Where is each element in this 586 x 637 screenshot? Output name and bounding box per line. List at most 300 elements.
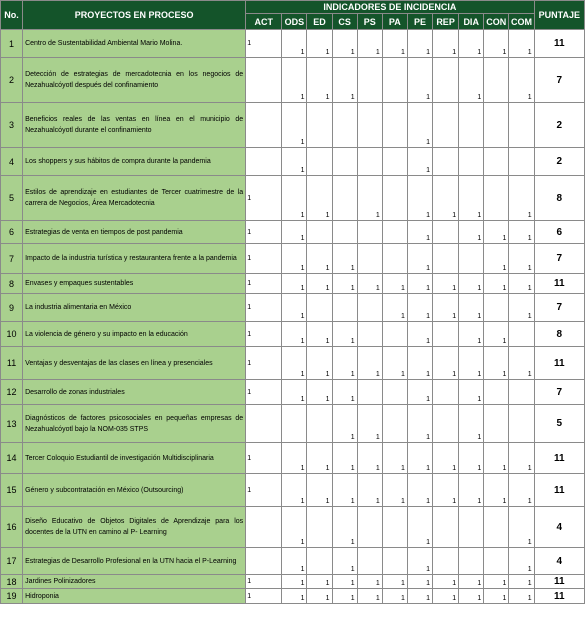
score-cell: 11 bbox=[534, 30, 584, 58]
table-row bbox=[1, 575, 585, 589]
indicator-cell-ed: 1 bbox=[307, 380, 332, 405]
indicator-cell-com: 1 bbox=[509, 575, 534, 589]
indicator-cell-com: 1 bbox=[509, 294, 534, 322]
indicator-cell-ps: 1 bbox=[357, 405, 382, 443]
indicator-cell-pa: 1 bbox=[382, 474, 407, 507]
score-cell: 5 bbox=[534, 405, 584, 443]
indicator-cell-com: 1 bbox=[509, 507, 534, 548]
indicator-cell-ed: 1 bbox=[307, 176, 332, 221]
indicator-cell-ed: 1 bbox=[307, 443, 332, 474]
indicator-cell-act: 1 bbox=[246, 347, 282, 380]
indicator-cell-pe: 1 bbox=[407, 347, 432, 380]
indicator-cell-dia bbox=[459, 244, 484, 274]
project-name: Jardines Polinizadores bbox=[23, 575, 246, 589]
indicator-cell-rep: 1 bbox=[433, 274, 459, 294]
indicator-cell-pe: 1 bbox=[407, 322, 432, 347]
row-number: 16 bbox=[1, 507, 23, 548]
indicator-cell-com: 1 bbox=[509, 221, 534, 244]
indicator-cell-ed bbox=[307, 148, 332, 176]
indicator-cell-com bbox=[509, 103, 534, 148]
indicator-cell-com bbox=[509, 405, 534, 443]
table-row bbox=[1, 58, 585, 103]
table-row bbox=[1, 322, 585, 347]
indicator-cell-con bbox=[484, 58, 509, 103]
indicator-cell-com: 1 bbox=[509, 589, 534, 604]
project-name: Hidroponia bbox=[23, 589, 246, 604]
indicator-cell-pa bbox=[382, 507, 407, 548]
project-name: Diagnósticos de factores psicosociales en pequeñas empresas de Nezahualcóyotl bajo la NOM-035 STPS bbox=[23, 405, 246, 443]
indicator-cell-ps: 1 bbox=[357, 589, 382, 604]
project-name: Diseño Educativo de Objetos Digitales de Aprendizaje para los docentes de la UTN en camino al P- Learning bbox=[23, 507, 246, 548]
indicator-cell-rep bbox=[433, 322, 459, 347]
header-indicator-rep: REP bbox=[433, 14, 459, 30]
indicator-cell-com bbox=[509, 322, 534, 347]
score-cell: 4 bbox=[534, 548, 584, 575]
indicator-cell-rep: 1 bbox=[433, 575, 459, 589]
indicator-cell-rep: 1 bbox=[433, 443, 459, 474]
indicator-cell-rep bbox=[433, 405, 459, 443]
indicator-cell-pe: 1 bbox=[407, 548, 432, 575]
indicator-cell-act: 1 bbox=[246, 221, 282, 244]
indicator-cell-pe: 1 bbox=[407, 405, 432, 443]
indicator-cell-pe: 1 bbox=[407, 221, 432, 244]
indicator-cell-pe: 1 bbox=[407, 443, 432, 474]
indicator-cell-cs: 1 bbox=[332, 274, 357, 294]
indicator-cell-ods: 1 bbox=[282, 244, 307, 274]
header-indicator-ods: ODS bbox=[282, 14, 307, 30]
indicator-cell-pa bbox=[382, 58, 407, 103]
score-cell: 7 bbox=[534, 58, 584, 103]
indicator-cell-pa bbox=[382, 176, 407, 221]
table-row bbox=[1, 380, 585, 405]
indicator-cell-cs: 1 bbox=[332, 380, 357, 405]
indicator-cell-rep bbox=[433, 548, 459, 575]
score-cell: 2 bbox=[534, 103, 584, 148]
indicator-cell-pa: 1 bbox=[382, 30, 407, 58]
indicator-cell-con bbox=[484, 548, 509, 575]
indicator-cell-dia bbox=[459, 103, 484, 148]
project-name: Los shoppers y sus hábitos de compra durante la pandemia bbox=[23, 148, 246, 176]
indicator-cell-com: 1 bbox=[509, 548, 534, 575]
indicator-cell-act: 1 bbox=[246, 380, 282, 405]
project-name: Género y subcontratación en México (Outsourcing) bbox=[23, 474, 246, 507]
indicator-cell-cs bbox=[332, 176, 357, 221]
indicator-cell-dia: 1 bbox=[459, 176, 484, 221]
project-name: Envases y empaques sustentables bbox=[23, 274, 246, 294]
row-number: 5 bbox=[1, 176, 23, 221]
indicator-cell-ps bbox=[357, 294, 382, 322]
project-name: Detección de estrategias de mercadotecnia en los negocios de Nezahualcóyotl después del confinamiento bbox=[23, 58, 246, 103]
indicator-cell-dia bbox=[459, 548, 484, 575]
indicator-cell-ps: 1 bbox=[357, 347, 382, 380]
indicator-cell-pa bbox=[382, 148, 407, 176]
indicator-cell-ods: 1 bbox=[282, 380, 307, 405]
indicator-cell-ed bbox=[307, 548, 332, 575]
indicator-cell-dia: 1 bbox=[459, 274, 484, 294]
indicator-cell-cs: 1 bbox=[332, 405, 357, 443]
score-cell: 8 bbox=[534, 322, 584, 347]
indicator-cell-ods: 1 bbox=[282, 148, 307, 176]
indicator-cell-dia: 1 bbox=[459, 30, 484, 58]
indicator-cell-act: 1 bbox=[246, 176, 282, 221]
indicator-cell-pa: 1 bbox=[382, 589, 407, 604]
indicator-cell-cs: 1 bbox=[332, 322, 357, 347]
indicator-cell-rep bbox=[433, 507, 459, 548]
indicator-cell-ods: 1 bbox=[282, 507, 307, 548]
indicator-cell-ods: 1 bbox=[282, 103, 307, 148]
indicator-cell-dia: 1 bbox=[459, 589, 484, 604]
indicator-cell-dia: 1 bbox=[459, 294, 484, 322]
indicator-cell-rep bbox=[433, 221, 459, 244]
indicator-cell-ed: 1 bbox=[307, 575, 332, 589]
indicator-cell-act: 1 bbox=[246, 274, 282, 294]
indicator-cell-ods: 1 bbox=[282, 589, 307, 604]
header-indicator-ps: PS bbox=[357, 14, 382, 30]
indicator-cell-dia: 1 bbox=[459, 474, 484, 507]
table-row bbox=[1, 294, 585, 322]
indicator-cell-con: 1 bbox=[484, 443, 509, 474]
indicator-cell-com: 1 bbox=[509, 58, 534, 103]
indicator-cell-pa bbox=[382, 322, 407, 347]
indicator-cell-act: 1 bbox=[246, 575, 282, 589]
indicator-cell-pa: 1 bbox=[382, 274, 407, 294]
indicator-cell-rep bbox=[433, 103, 459, 148]
indicator-cell-act: 1 bbox=[246, 443, 282, 474]
row-number: 18 bbox=[1, 575, 23, 589]
indicator-cell-ed: 1 bbox=[307, 322, 332, 347]
indicator-cell-com bbox=[509, 380, 534, 405]
project-name: Estrategias de Desarrollo Profesional en la UTN hacia el P-Learning bbox=[23, 548, 246, 575]
indicator-cell-ods: 1 bbox=[282, 221, 307, 244]
indicator-cell-act bbox=[246, 148, 282, 176]
score-cell: 2 bbox=[534, 148, 584, 176]
indicator-cell-rep bbox=[433, 380, 459, 405]
row-number: 14 bbox=[1, 443, 23, 474]
indicator-cell-pe: 1 bbox=[407, 176, 432, 221]
project-name: Estrategias de venta en tiempos de post pandemia bbox=[23, 221, 246, 244]
indicator-cell-con: 1 bbox=[484, 221, 509, 244]
project-name: Beneficios reales de las ventas en línea en el municipio de Nezahualcóyotl durante el confinamiento bbox=[23, 103, 246, 148]
project-name: Impacto de la industria turística y restaurantera frente a la pandemia bbox=[23, 244, 246, 274]
indicator-cell-pe: 1 bbox=[407, 575, 432, 589]
indicator-cell-ps bbox=[357, 58, 382, 103]
project-name: Ventajas y desventajas de las clases en línea y presenciales bbox=[23, 347, 246, 380]
indicator-cell-pa: 1 bbox=[382, 294, 407, 322]
indicator-cell-con bbox=[484, 380, 509, 405]
indicator-cell-rep: 1 bbox=[433, 347, 459, 380]
indicator-cell-act bbox=[246, 58, 282, 103]
table-row bbox=[1, 148, 585, 176]
row-number: 15 bbox=[1, 474, 23, 507]
row-number: 9 bbox=[1, 294, 23, 322]
indicator-cell-ed bbox=[307, 294, 332, 322]
indicator-cell-con: 1 bbox=[484, 274, 509, 294]
indicator-cell-ods: 1 bbox=[282, 58, 307, 103]
indicator-cell-com: 1 bbox=[509, 443, 534, 474]
project-name: La violencia de género y su impacto en la educación bbox=[23, 322, 246, 347]
indicator-cell-com: 1 bbox=[509, 274, 534, 294]
indicator-cell-act bbox=[246, 548, 282, 575]
score-cell: 11 bbox=[534, 474, 584, 507]
indicator-cell-ed bbox=[307, 103, 332, 148]
indicator-cell-cs bbox=[332, 103, 357, 148]
indicator-cell-ps bbox=[357, 507, 382, 548]
indicator-cell-con bbox=[484, 176, 509, 221]
indicator-cell-pe: 1 bbox=[407, 148, 432, 176]
score-cell: 7 bbox=[534, 244, 584, 274]
indicator-cell-cs: 1 bbox=[332, 507, 357, 548]
indicator-cell-ed: 1 bbox=[307, 589, 332, 604]
indicator-cell-com: 1 bbox=[509, 244, 534, 274]
indicator-cell-act: 1 bbox=[246, 322, 282, 347]
indicator-cell-pe: 1 bbox=[407, 58, 432, 103]
header-indicator-con: CON bbox=[484, 14, 509, 30]
indicator-cell-cs: 1 bbox=[332, 30, 357, 58]
indicator-cell-pa bbox=[382, 103, 407, 148]
indicator-cell-pe: 1 bbox=[407, 380, 432, 405]
indicator-cell-cs bbox=[332, 294, 357, 322]
row-number: 3 bbox=[1, 103, 23, 148]
table-row bbox=[1, 221, 585, 244]
indicator-cell-pa: 1 bbox=[382, 575, 407, 589]
project-name: Desarrollo de zonas industriales bbox=[23, 380, 246, 405]
indicator-cell-pe: 1 bbox=[407, 507, 432, 548]
indicator-cell-rep bbox=[433, 244, 459, 274]
indicator-cell-pa bbox=[382, 380, 407, 405]
header-indicator-pa: PA bbox=[382, 14, 407, 30]
indicator-cell-cs: 1 bbox=[332, 474, 357, 507]
indicator-cell-rep bbox=[433, 58, 459, 103]
indicator-cell-pa: 1 bbox=[382, 347, 407, 380]
indicator-cell-rep bbox=[433, 148, 459, 176]
indicator-cell-cs: 1 bbox=[332, 443, 357, 474]
indicator-cell-con bbox=[484, 405, 509, 443]
indicator-cell-pa bbox=[382, 221, 407, 244]
indicator-cell-ps bbox=[357, 548, 382, 575]
indicator-cell-dia bbox=[459, 148, 484, 176]
indicator-cell-ods: 1 bbox=[282, 176, 307, 221]
header-score: PUNTAJE bbox=[534, 1, 584, 30]
indicator-cell-pe: 1 bbox=[407, 274, 432, 294]
indicator-cell-ed bbox=[307, 507, 332, 548]
score-cell: 6 bbox=[534, 221, 584, 244]
indicator-cell-ps: 1 bbox=[357, 474, 382, 507]
table-row bbox=[1, 30, 585, 58]
indicator-cell-ps bbox=[357, 244, 382, 274]
row-number: 2 bbox=[1, 58, 23, 103]
indicator-cell-com: 1 bbox=[509, 176, 534, 221]
indicator-cell-dia: 1 bbox=[459, 443, 484, 474]
indicator-cell-con: 1 bbox=[484, 347, 509, 380]
indicator-cell-rep: 1 bbox=[433, 30, 459, 58]
table-row bbox=[1, 589, 585, 604]
indicator-cell-dia: 1 bbox=[459, 221, 484, 244]
table-row bbox=[1, 176, 585, 221]
indicator-cell-ods: 1 bbox=[282, 548, 307, 575]
indicator-cell-ed: 1 bbox=[307, 274, 332, 294]
indicator-cell-ps: 1 bbox=[357, 575, 382, 589]
indicator-cell-cs: 1 bbox=[332, 58, 357, 103]
score-cell: 7 bbox=[534, 380, 584, 405]
indicator-cell-con bbox=[484, 103, 509, 148]
indicator-cell-act bbox=[246, 405, 282, 443]
header-indicator-dia: DIA bbox=[459, 14, 484, 30]
indicator-cell-act: 1 bbox=[246, 244, 282, 274]
indicator-cell-dia: 1 bbox=[459, 347, 484, 380]
header-indicator-pe: PE bbox=[407, 14, 432, 30]
indicator-cell-con: 1 bbox=[484, 244, 509, 274]
indicator-cell-cs: 1 bbox=[332, 244, 357, 274]
indicator-cell-con: 1 bbox=[484, 575, 509, 589]
indicator-cell-pa: 1 bbox=[382, 443, 407, 474]
header-indicators: INDICADORES DE INCIDENCIA bbox=[246, 1, 534, 14]
indicator-cell-ods: 1 bbox=[282, 474, 307, 507]
indicator-cell-pa bbox=[382, 548, 407, 575]
indicator-cell-act: 1 bbox=[246, 294, 282, 322]
indicator-cell-ods: 1 bbox=[282, 30, 307, 58]
indicator-cell-pe: 1 bbox=[407, 244, 432, 274]
row-number: 19 bbox=[1, 589, 23, 604]
indicator-cell-pa bbox=[382, 405, 407, 443]
indicator-cell-ods bbox=[282, 405, 307, 443]
indicator-cell-con: 1 bbox=[484, 30, 509, 58]
indicator-cell-com bbox=[509, 148, 534, 176]
project-name: Estilos de aprendizaje en estudiantes de Tercer cuatrimestre de la carrera de Negocios, Área Mercadotecnia bbox=[23, 176, 246, 221]
indicator-cell-rep: 1 bbox=[433, 294, 459, 322]
table-row bbox=[1, 103, 585, 148]
row-number: 11 bbox=[1, 347, 23, 380]
indicator-cell-ps bbox=[357, 221, 382, 244]
indicator-cell-pe: 1 bbox=[407, 103, 432, 148]
row-number: 12 bbox=[1, 380, 23, 405]
indicator-cell-ed: 1 bbox=[307, 347, 332, 380]
indicator-cell-cs: 1 bbox=[332, 589, 357, 604]
indicator-cell-rep: 1 bbox=[433, 176, 459, 221]
indicator-cell-act: 1 bbox=[246, 30, 282, 58]
indicator-cell-con: 1 bbox=[484, 474, 509, 507]
table-row bbox=[1, 347, 585, 380]
indicator-cell-ed: 1 bbox=[307, 474, 332, 507]
row-number: 1 bbox=[1, 30, 23, 58]
indicator-cell-pe: 1 bbox=[407, 589, 432, 604]
indicator-cell-ed: 1 bbox=[307, 30, 332, 58]
indicator-cell-ps bbox=[357, 380, 382, 405]
header-no: No. bbox=[1, 1, 23, 30]
indicator-cell-ed bbox=[307, 405, 332, 443]
indicator-cell-ods: 1 bbox=[282, 347, 307, 380]
project-name: Centro de Sustentabilidad Ambiental Mario Molina. bbox=[23, 30, 246, 58]
indicator-cell-con bbox=[484, 294, 509, 322]
indicator-cell-con bbox=[484, 507, 509, 548]
table-row bbox=[1, 507, 585, 548]
project-name: La industria alimentaria en México bbox=[23, 294, 246, 322]
indicator-cell-dia: 1 bbox=[459, 322, 484, 347]
score-cell: 11 bbox=[534, 443, 584, 474]
row-number: 10 bbox=[1, 322, 23, 347]
row-number: 6 bbox=[1, 221, 23, 244]
score-cell: 8 bbox=[534, 176, 584, 221]
row-number: 13 bbox=[1, 405, 23, 443]
table-row bbox=[1, 443, 585, 474]
header-indicator-act: ACT bbox=[246, 14, 282, 30]
indicator-cell-dia: 1 bbox=[459, 405, 484, 443]
indicator-cell-con bbox=[484, 148, 509, 176]
indicator-cell-ods: 1 bbox=[282, 274, 307, 294]
indicator-cell-cs: 1 bbox=[332, 347, 357, 380]
indicator-cell-cs: 1 bbox=[332, 548, 357, 575]
indicator-cell-ods: 1 bbox=[282, 443, 307, 474]
project-name: Tercer Coloquio Estudiantil de investigación Multidisciplinaria bbox=[23, 443, 246, 474]
indicator-cell-com: 1 bbox=[509, 30, 534, 58]
indicator-cell-ps: 1 bbox=[357, 30, 382, 58]
indicator-cell-ods: 1 bbox=[282, 575, 307, 589]
score-cell: 11 bbox=[534, 575, 584, 589]
indicator-cell-ps bbox=[357, 322, 382, 347]
table-row bbox=[1, 244, 585, 274]
header-projects: PROYECTOS EN PROCESO bbox=[23, 1, 246, 30]
indicator-cell-dia bbox=[459, 507, 484, 548]
indicator-cell-pa bbox=[382, 244, 407, 274]
indicator-cell-cs bbox=[332, 148, 357, 176]
indicator-cell-cs bbox=[332, 221, 357, 244]
table-row bbox=[1, 548, 585, 575]
table-row bbox=[1, 474, 585, 507]
indicator-cell-dia: 1 bbox=[459, 58, 484, 103]
score-cell: 11 bbox=[534, 274, 584, 294]
indicator-cell-cs: 1 bbox=[332, 575, 357, 589]
header-indicator-ed: ED bbox=[307, 14, 332, 30]
indicator-cell-act bbox=[246, 103, 282, 148]
indicator-cell-con: 1 bbox=[484, 322, 509, 347]
indicator-cell-dia: 1 bbox=[459, 575, 484, 589]
indicator-cell-act bbox=[246, 507, 282, 548]
table-row bbox=[1, 405, 585, 443]
indicator-cell-com: 1 bbox=[509, 474, 534, 507]
header-indicator-cs: CS bbox=[332, 14, 357, 30]
indicator-cell-rep: 1 bbox=[433, 474, 459, 507]
indicator-cell-ps: 1 bbox=[357, 443, 382, 474]
indicator-cell-dia: 1 bbox=[459, 380, 484, 405]
indicator-cell-ps bbox=[357, 148, 382, 176]
indicator-cell-pe: 1 bbox=[407, 30, 432, 58]
score-cell: 7 bbox=[534, 294, 584, 322]
score-cell: 4 bbox=[534, 507, 584, 548]
indicator-cell-ods: 1 bbox=[282, 322, 307, 347]
header-indicator-com: COM bbox=[509, 14, 534, 30]
indicator-cell-ps bbox=[357, 103, 382, 148]
indicator-cell-ps: 1 bbox=[357, 176, 382, 221]
indicator-cell-ed: 1 bbox=[307, 58, 332, 103]
row-number: 17 bbox=[1, 548, 23, 575]
row-number: 4 bbox=[1, 148, 23, 176]
indicator-cell-com: 1 bbox=[509, 347, 534, 380]
row-number: 7 bbox=[1, 244, 23, 274]
indicator-cell-ods: 1 bbox=[282, 294, 307, 322]
row-number: 8 bbox=[1, 274, 23, 294]
table-row bbox=[1, 274, 585, 294]
indicator-cell-rep: 1 bbox=[433, 589, 459, 604]
indicator-cell-pe: 1 bbox=[407, 294, 432, 322]
indicator-cell-act: 1 bbox=[246, 589, 282, 604]
indicator-cell-con: 1 bbox=[484, 589, 509, 604]
score-cell: 11 bbox=[534, 589, 584, 604]
indicator-cell-ps: 1 bbox=[357, 274, 382, 294]
score-cell: 11 bbox=[534, 347, 584, 380]
indicator-cell-ed: 1 bbox=[307, 244, 332, 274]
indicator-cell-pe: 1 bbox=[407, 474, 432, 507]
indicator-cell-ed bbox=[307, 221, 332, 244]
indicator-cell-act: 1 bbox=[246, 474, 282, 507]
